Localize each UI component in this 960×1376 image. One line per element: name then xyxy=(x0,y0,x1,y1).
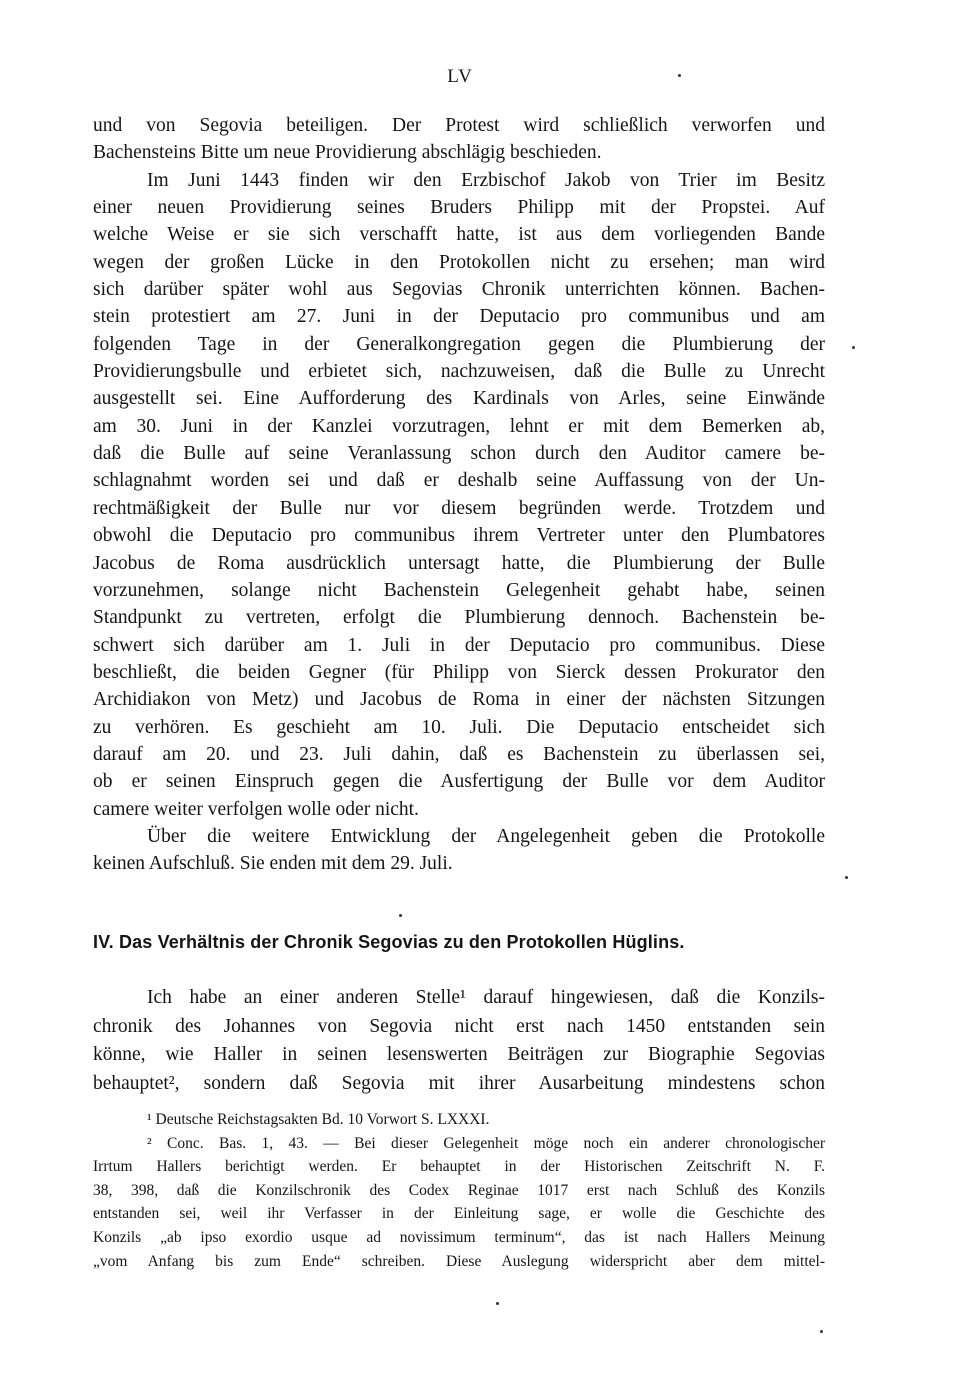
text-line: schlagnahmt worden sei und daß er deshalb seine Auffassung von der Un- xyxy=(93,470,825,492)
text-line: obwohl die Deputacio pro communibus ihrem Vertreter unter den Plumbatores xyxy=(93,525,825,547)
footnote-line: Konzils „ab ipso exordio usque ad novissimum terminum“, das ist nach Hallers Meinung xyxy=(93,1228,825,1246)
page-number: LV xyxy=(447,66,473,87)
text-line: ob er seinen Einspruch gegen die Ausfertigung der Bulle vor dem Auditor xyxy=(93,771,825,793)
text-line: welche Weise er sie sich verschafft hatte, ist aus dem vorliegenden Bande xyxy=(93,224,825,246)
text-line: einer neuen Providierung seines Bruders Philipp mit der Propstei. Auf xyxy=(93,197,825,219)
footnote-line: „vom Anfang bis zum Ende“ schreiben. Diese Auslegung widerspricht aber dem mittel- xyxy=(93,1252,825,1270)
print-speck xyxy=(852,346,855,349)
text-line: Ich habe an einer anderen Stelle¹ darauf hingewiesen, daß die Konzils- xyxy=(147,987,825,1008)
section-heading: IV. Das Verhältnis der Chronik Segovias zu den Protokollen Hüglins. xyxy=(93,932,685,952)
text-line: vorzunehmen, solange nicht Bachenstein Gelegenheit gehabt habe, seinen xyxy=(93,579,825,601)
print-speck xyxy=(845,876,848,879)
text-line: wegen der großen Lücke in den Protokollen nicht zu ersehen; man wird xyxy=(93,251,825,273)
print-speck xyxy=(496,1302,499,1305)
footnote-line: ² Conc. Bas. 1, 43. — Bei dieser Gelegenheit möge noch ein anderer chronologischer xyxy=(147,1134,825,1152)
text-line: behauptet², sondern daß Segovia mit ihrer Ausarbeitung mindestens schon xyxy=(93,1072,825,1094)
footnote-line: ¹ Deutsche Reichstagsakten Bd. 10 Vorwort S. LXXXI. xyxy=(147,1111,490,1128)
text-line: könne, wie Haller in seinen lesenswerten Beiträgen zur Biographie Segovias xyxy=(93,1044,825,1065)
text-line: am 30. Juni in der Kanzlei vorzutragen, lehnt er mit dem Bemerken ab, xyxy=(93,415,825,437)
text-line: daß die Bulle auf seine Veranlassung schon durch den Auditor camere be- xyxy=(93,443,825,465)
text-line: sich darüber später wohl aus Segovias Chronik unterrichten können. Bachen- xyxy=(93,279,825,301)
print-speck xyxy=(820,1330,823,1333)
text-line: keinen Aufschluß. Sie enden mit dem 29. Juli. xyxy=(93,853,453,875)
text-line: camere weiter verfolgen wolle oder nicht. xyxy=(93,798,419,820)
text-line: Bachensteins Bitte um neue Providierung abschlägig beschieden. xyxy=(93,142,602,164)
text-line: ausgestellt sei. Eine Aufforderung des Kardinals von Arles, seine Einwände xyxy=(93,388,825,410)
section-text xyxy=(93,984,825,1098)
text-line: Archidiakon von Metz) und Jacobus de Roma in einer der nächsten Sitzungen xyxy=(93,689,825,711)
text-line: Im Juni 1443 finden wir den Erzbischof Jakob von Trier im Besitz xyxy=(147,169,825,191)
footnote-line: 38, 398, daß die Konzilschronik des Codex Reginae 1017 erst nach Schluß des Konzils xyxy=(93,1181,825,1199)
footnotes xyxy=(93,1108,825,1273)
print-speck xyxy=(678,74,681,77)
text-line: zu verhören. Es geschieht am 10. Juli. Die Deputacio entscheidet sich xyxy=(93,716,825,738)
print-speck xyxy=(399,914,402,917)
text-line: Providierungsbulle und erbietet sich, nachzuweisen, daß die Bulle zu Unrecht xyxy=(93,361,825,383)
text-line: Standpunkt zu vertreten, erfolgt die Plumbierung dennoch. Bachenstein be- xyxy=(93,607,825,629)
text-line: und von Segovia beteiligen. Der Protest wird schließlich verworfen und xyxy=(93,115,825,136)
footnote-line: entstanden sei, weil ihr Verfasser in der Einleitung sage, er wolle die Geschichte des xyxy=(93,1205,825,1223)
text-line: Über die weitere Entwicklung der Angelegenheit geben die Protokolle xyxy=(147,825,825,847)
text-line: Jacobus de Roma ausdrücklich untersagt hatte, die Plumbierung der Bulle xyxy=(93,552,825,574)
text-line: darauf am 20. und 23. Juli dahin, daß es Bachenstein zu überlassen sei, xyxy=(93,743,825,765)
text-line: beschließt, die beiden Gegner (für Philipp von Sierck dessen Prokurator den xyxy=(93,661,825,683)
text-line: rechtmäßigkeit der Bulle nur vor diesem begründen werde. Trotzdem und xyxy=(93,497,825,519)
body-text xyxy=(93,112,825,878)
text-line: stein protestiert am 27. Juni in der Deputacio pro communibus und am xyxy=(93,306,825,328)
text-line: chronik des Johannes von Segovia nicht erst nach 1450 entstanden sein xyxy=(93,1015,825,1037)
text-line: schwert sich darüber am 1. Juli in der Deputacio pro communibus. Diese xyxy=(93,634,825,656)
text-line: folgenden Tage in der Generalkongregation gegen die Plumbierung der xyxy=(93,333,825,355)
footnote-line: Irrtum Hallers berichtigt werden. Er behauptet in der Historischen Zeitschrift N. F. xyxy=(93,1158,825,1176)
